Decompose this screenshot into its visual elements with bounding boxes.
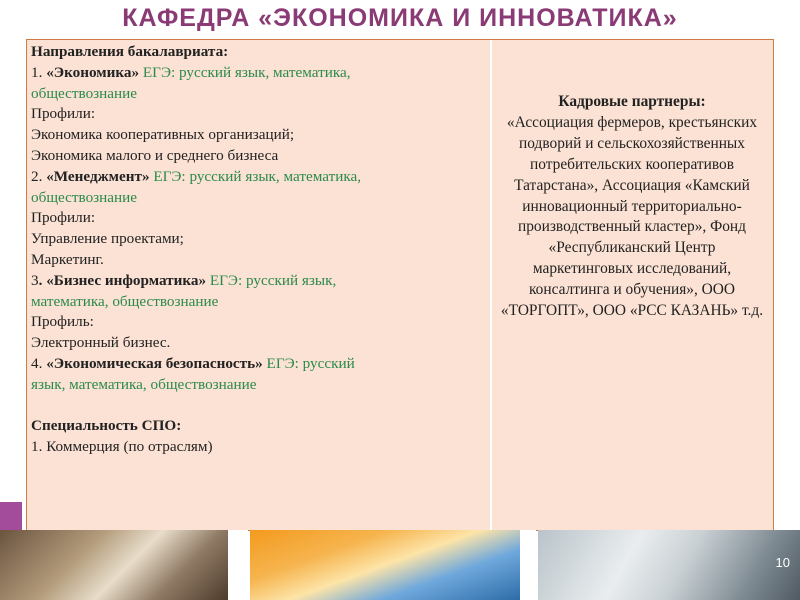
column-divider — [490, 40, 492, 530]
direction-3-exams: ЕГЭ: русский язык, — [206, 271, 337, 289]
direction-1-exams: ЕГЭ: русский язык, математика, — [139, 63, 351, 81]
direction-3-number: 3 — [31, 271, 39, 289]
direction-1-profiles-label: Профили: — [31, 105, 96, 123]
partners-heading: Кадровые партнеры: — [558, 93, 706, 110]
direction-1-exams-cont: обществознание — [31, 84, 138, 102]
direction-2-exams-cont: обществознание — [31, 188, 138, 206]
photo-documents-cards — [538, 530, 800, 600]
direction-1-profile-2: Экономика малого и среднего бизнеса — [31, 146, 279, 164]
direction-2-name: «Менеджмент» — [46, 167, 150, 185]
spacer — [31, 396, 481, 417]
direction-3-exams-cont: математика, обществознание — [31, 292, 219, 310]
photo-gap — [520, 530, 536, 600]
direction-2-profile-2: Маркетинг. — [31, 250, 104, 268]
direction-2-profiles-label: Профили: — [31, 209, 96, 227]
spo-item-1: 1. Коммерция (по отраслям) — [31, 438, 213, 456]
direction-3-profile-1: Электронный бизнес. — [31, 334, 171, 352]
photo-people-meeting — [0, 530, 228, 600]
direction-1 — [31, 63, 481, 84]
photo-tablet — [250, 530, 520, 600]
content-table — [26, 39, 774, 531]
page-number: 10 — [775, 555, 790, 570]
direction-2 — [31, 167, 481, 188]
direction-1-name: «Экономика» — [46, 63, 140, 81]
accent-stripe-purple — [0, 502, 22, 530]
direction-4-exams-cont: язык, математика, обществознание — [31, 375, 257, 393]
photo-gap — [228, 530, 248, 600]
direction-4-number: 4. — [31, 354, 47, 372]
direction-1-profile-1: Экономика кооперативных организаций; — [31, 126, 295, 144]
direction-3-profiles-label: Профиль: — [31, 313, 94, 331]
slide-title: КАФЕДРА «ЭКОНОМИКА И ИННОВАТИКА» — [122, 4, 678, 32]
direction-3-name: . «Бизнес информатика» — [38, 271, 207, 289]
partners-text: «Ассоциация фермеров, крестьянских подворий и сельскохозяйственных потребительских кооперативов Татарстана», Ассоциация «Камский инновационный территориально-производственный кластер», Фонд «Республиканский Центр маркетинговых исследований, консалтинга и обучения», ООО «ТОРГОПТ», ООО «РСС КАЗАНЬ» т.д. — [500, 113, 764, 320]
bachelor-directions-cell — [31, 42, 481, 458]
direction-4-exams: ЕГЭ: русский — [262, 354, 355, 372]
spo-heading: Специальность СПО: — [31, 417, 182, 435]
direction-2-profile-1: Управление проектами; — [31, 230, 184, 248]
partners-cell — [497, 92, 767, 322]
direction-4 — [31, 354, 481, 375]
direction-2-number: 2. — [31, 167, 47, 185]
direction-1-number: 1. — [31, 63, 47, 81]
direction-2-exams: ЕГЭ: русский язык, математика, — [149, 167, 362, 185]
bachelor-heading: Направления бакалавриата: — [31, 43, 229, 60]
direction-4-name: «Экономическая безопасность» — [46, 354, 263, 372]
direction-3 — [31, 271, 481, 292]
